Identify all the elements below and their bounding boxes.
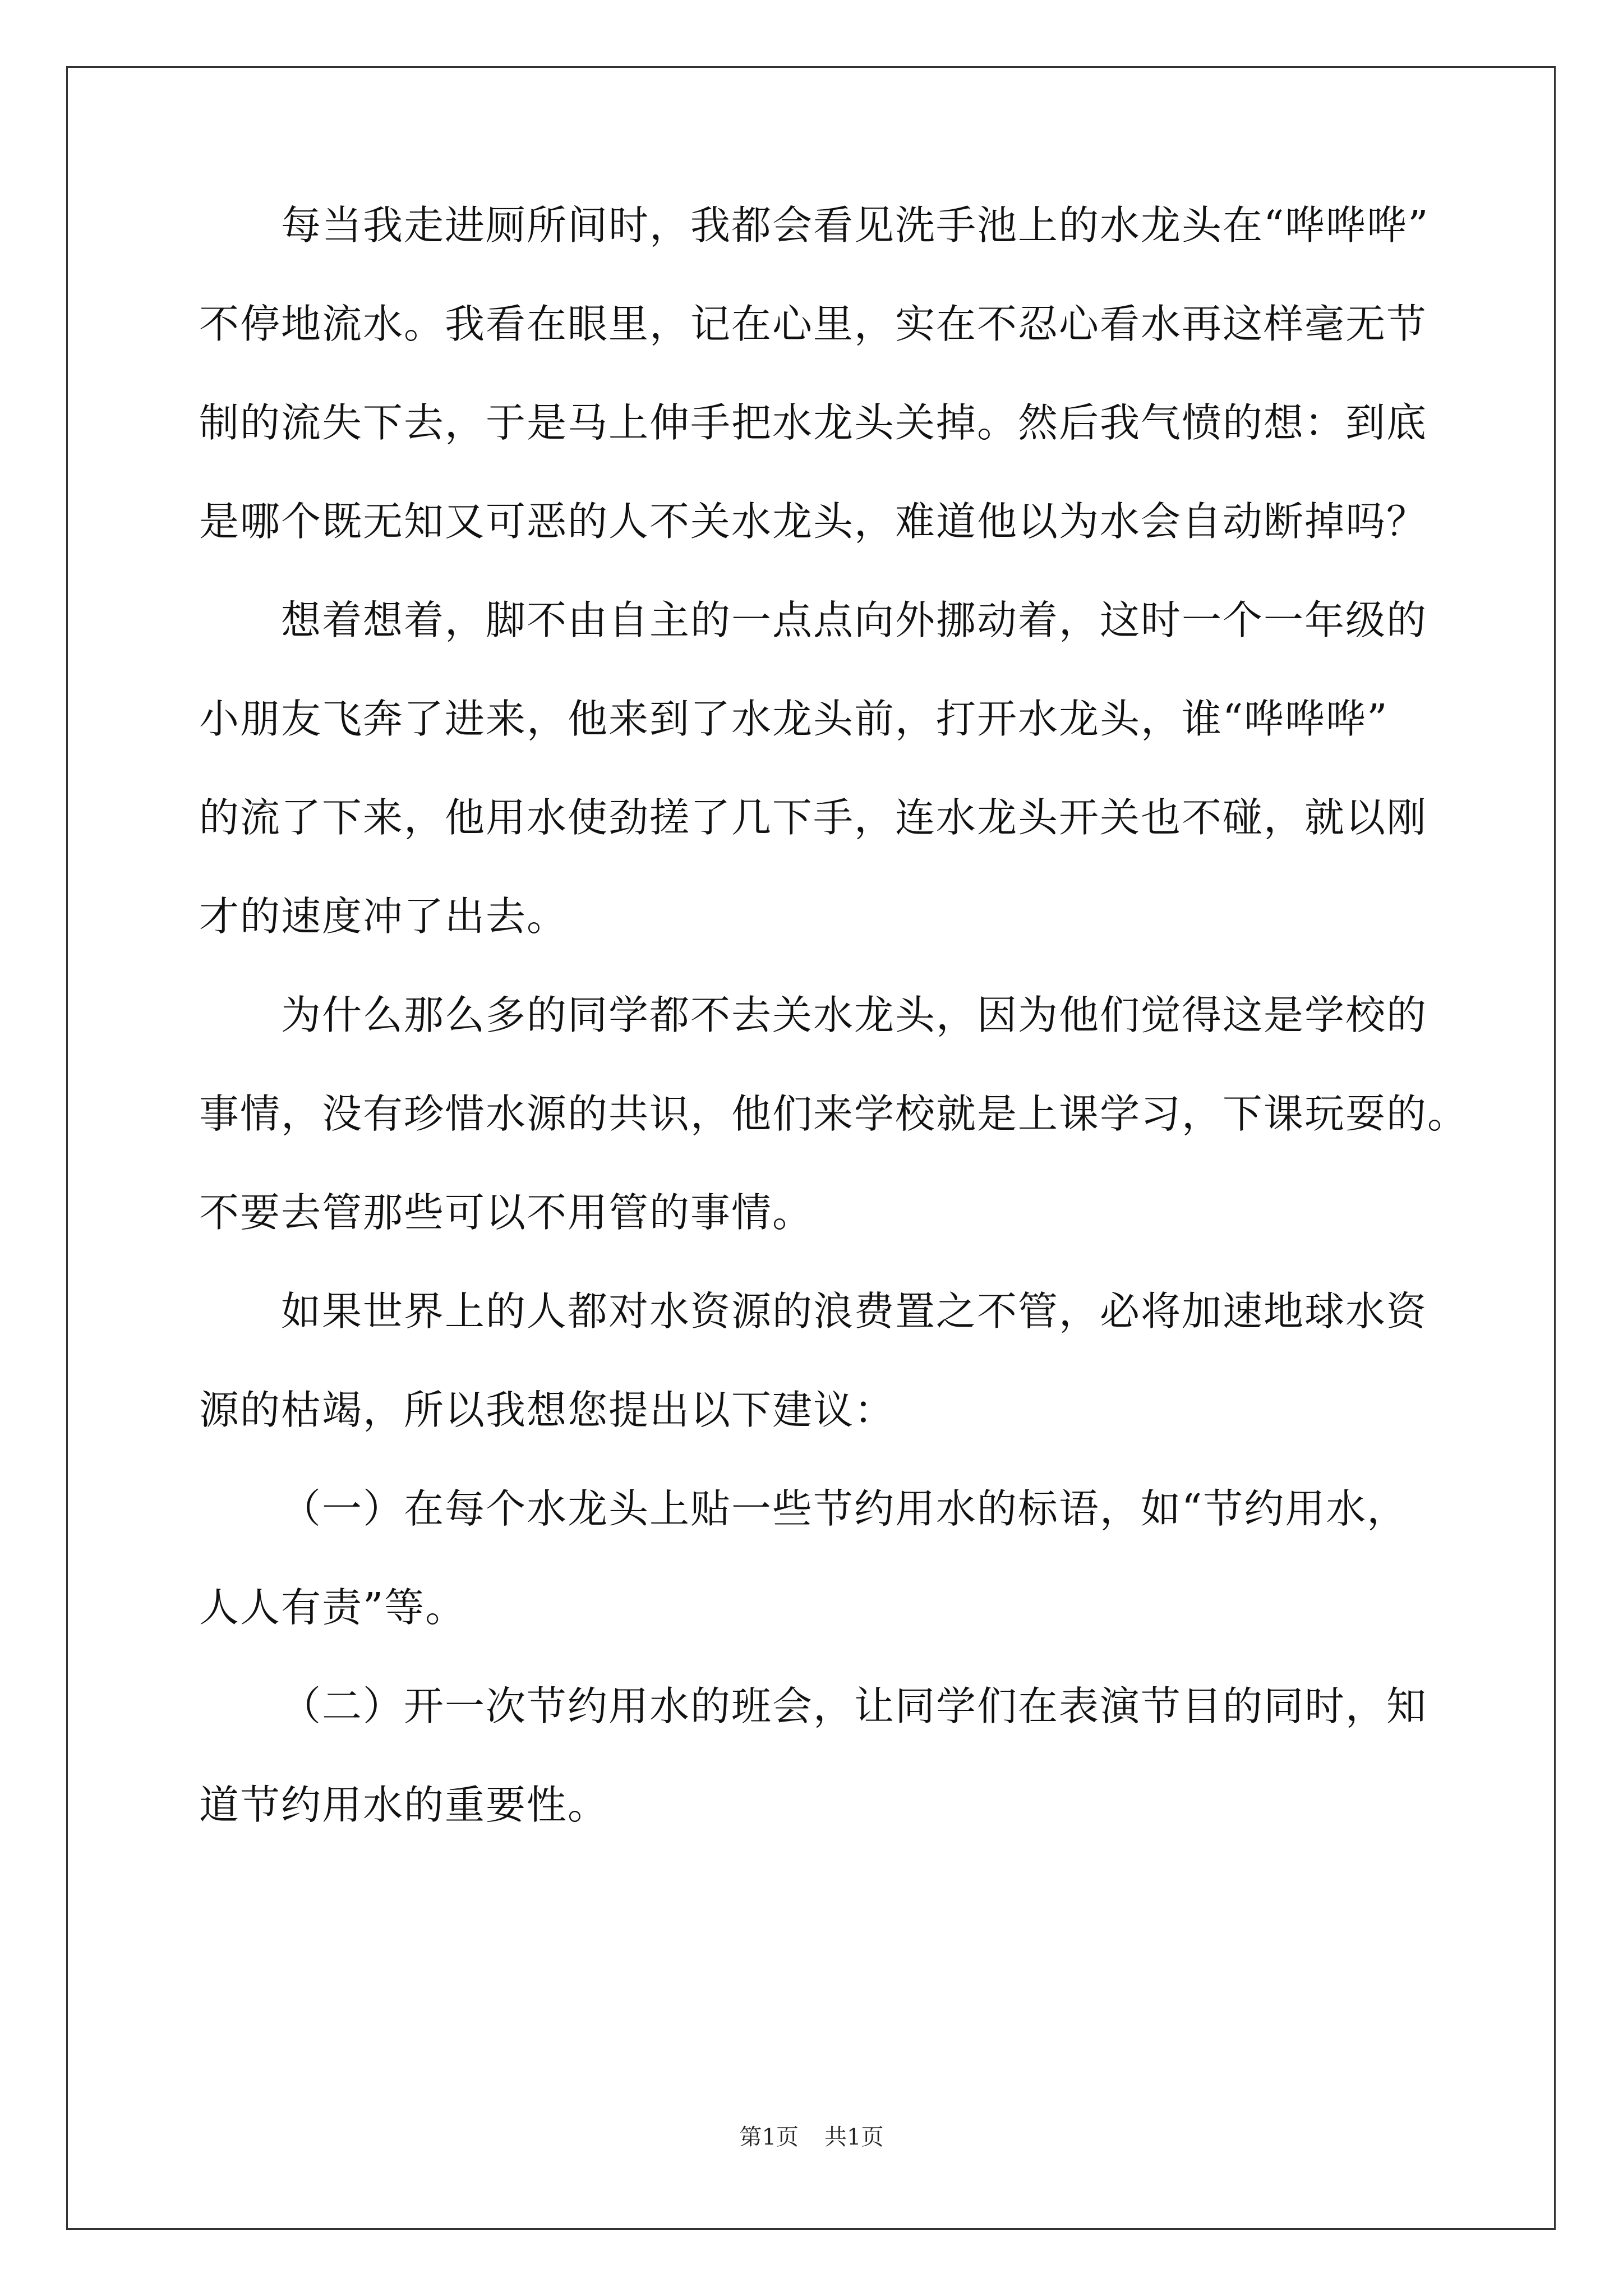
paragraph-line: 事情，没有珍惜水源的共识，他们来学校就是上课学习，下课玩耍的。 (199, 1091, 1469, 1137)
paragraph-line: 的流了下来，他用水使劲搓了几下手，连水龙头开关也不碰，就以刚 (199, 794, 1428, 841)
paragraph-line: 是哪个既无知又可恶的人不关水龙头，难道他以为水会自动断掉吗？ (199, 498, 1428, 545)
paragraph-line: 每当我走进厕所间时，我都会看见洗手池上的水龙头在“哗哗哗” (281, 202, 1430, 249)
paragraph-line: 不停地流水。我看在眼里，记在心里，实在不忍心看水再这样毫无节 (199, 301, 1428, 347)
page-total: 共1页 (824, 2124, 884, 2150)
page-footer (0, 2123, 1623, 2151)
paragraph-line: 源的枯竭，所以我想您提出以下建议： (199, 1387, 896, 1433)
paragraph-line: 制的流失下去，于是马上伸手把水龙头关掉。然后我气愤的想：到底 (199, 399, 1428, 446)
paragraph-line: 为什么那么多的同学都不去关水龙头，因为他们觉得这是学校的 (281, 992, 1428, 1038)
paragraph-line: 如果世界上的人都对水资源的浪费置之不管，必将加速地球水资 (281, 1288, 1428, 1335)
paragraph-line: （二）开一次节约用水的班会，让同学们在表演节目的同时，知 (281, 1683, 1428, 1729)
paragraph-line: 不要去管那些可以不用管的事情。 (199, 1189, 814, 1236)
paragraph-line: 道节约用水的重要性。 (199, 1782, 609, 1828)
paragraph-line: 小朋友飞奔了进来，他来到了水龙头前，打开水龙头，谁“哗哗哗” (199, 696, 1389, 742)
paragraph-line: 才的速度冲了出去。 (199, 893, 568, 940)
paragraph-line: 人人有责”等。 (199, 1584, 467, 1631)
paragraph-line: 想着想着，脚不由自主的一点点向外挪动着，这时一个一年级的 (281, 597, 1428, 643)
paragraph-line: （一）在每个水龙头上贴一些节约用水的标语，如“节约用水， (281, 1485, 1408, 1532)
page-number: 第1页 (739, 2124, 799, 2150)
page-border (66, 66, 1556, 2230)
